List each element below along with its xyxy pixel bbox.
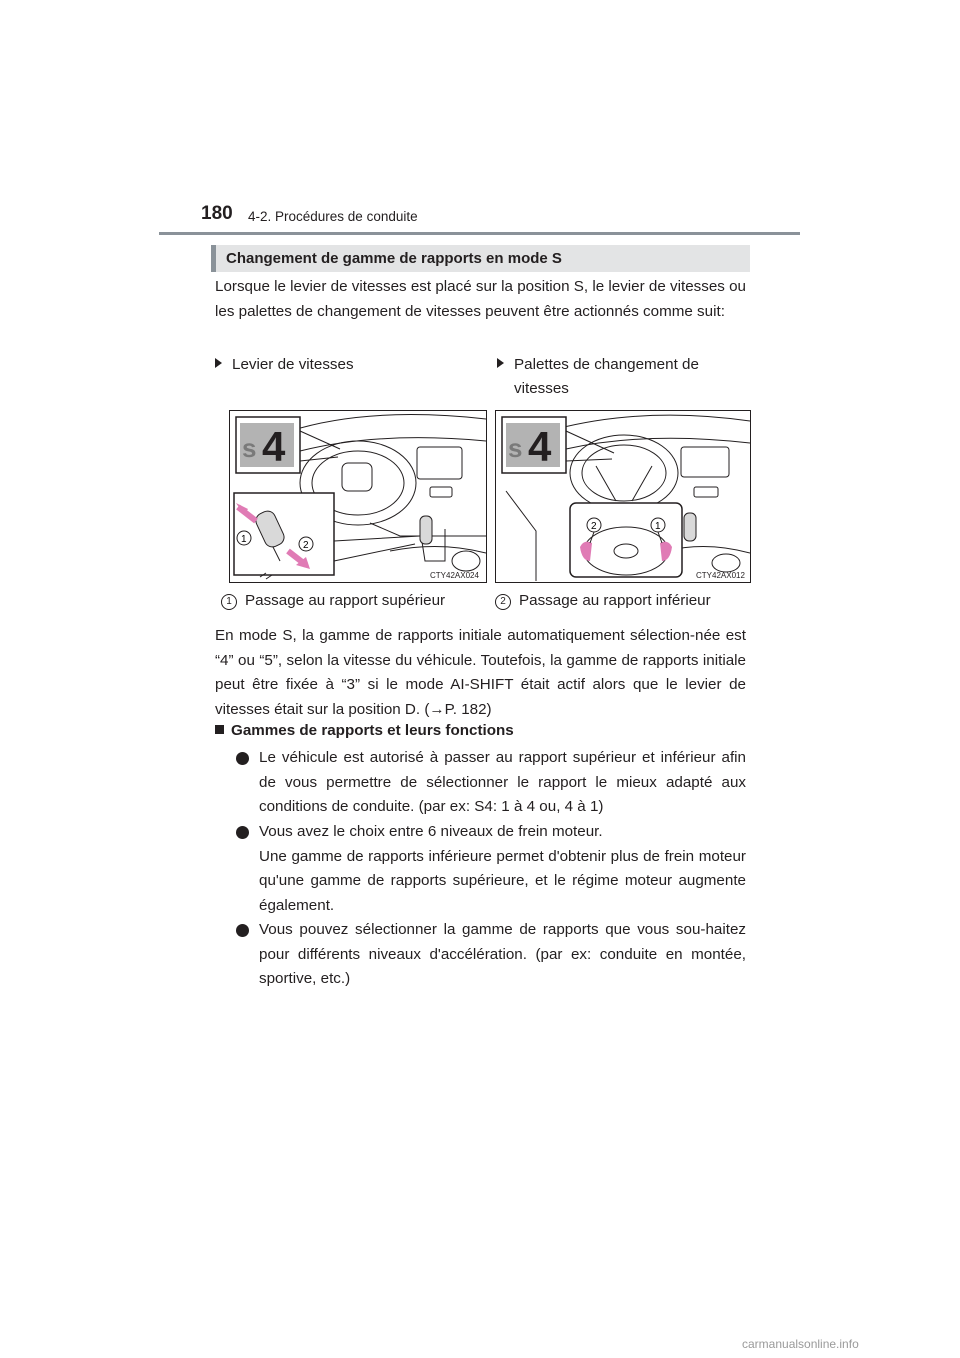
legend-item-2: 2 Passage au rapport inférieur [495,592,711,610]
bullet-item: Vous pouvez sélectionner la gamme de rapports que vous sou-haitez pour différents niveaux d'accélération. (par ex: conduite en montée, sportive, etc.) [236,918,746,992]
callout-number-1: 1 [221,594,237,610]
display-gear-number: 4 [262,423,286,470]
chapter-title: 4-2. Procédures de conduite [248,209,418,224]
shift-lever-illustration [230,411,486,582]
display-s-letter: s [508,433,523,463]
callout-1: 1 [241,534,247,545]
legend-item-1: 1 Passage au rapport supérieur [221,592,445,610]
callout-2: 2 [591,521,597,532]
bullet-dot-icon [236,924,249,937]
subheading: Gammes de rapports et leurs fonctions [215,722,514,739]
paddle-shifter-illustration [496,411,750,582]
right-figure-caption: Palettes de changement de vitesses [497,353,746,401]
triangle-bullet-icon [215,358,222,368]
figure-code-right: CTY42AX012 [696,571,745,580]
callout-2: 2 [303,540,309,551]
section-header [211,245,750,272]
bullet-dot-icon [236,826,249,839]
bullet-item: Le véhicule est autorisé à passer au rapport supérieur et inférieur afin de vous permettre de sélectionner le rapport le mieux adapté aux conditions de conduite. (par ex: S4: 1 à 4 ou, 4 à 1) [236,746,746,820]
square-bullet-icon [215,725,224,734]
bullet-dot-icon [236,752,249,765]
callout-1: 1 [655,521,661,532]
mode-s-paragraph: En mode S, la gamme de rapports initiale automatiquement sélection-née est “4” ou “5”, selon la vitesse du véhicule. Toutefois, la gamme de rapports initiale peut être fixée à “3” si le mode AI-SHIFT était actif alors que le levier de vitesses était sur la position D. (→P. 182) [215,627,746,718]
section-title: Changement de gamme de rapports en mode S [226,250,562,267]
display-s-letter: s [242,433,257,463]
callout-number-2: 2 [495,594,511,610]
figure-code-left: CTY42AX024 [430,571,479,580]
figure-shift-lever [229,410,487,583]
page-number: 180 [201,203,233,224]
header-divider [159,232,800,235]
display-gear-number: 4 [528,423,552,470]
left-figure-caption: Levier de vitesses [215,353,354,377]
intro-paragraph: Lorsque le levier de vitesses est placé sur la position S, le levier de vitesses ou les palettes de changement de vitesses peuvent être actionnés comme suit: [215,278,746,320]
watermark: carmanualsonline.info [742,1337,859,1351]
triangle-bullet-icon [497,358,504,368]
figure-paddle-shifters [495,410,751,583]
bullet-item: Vous avez le choix entre 6 niveaux de frein moteur. Une gamme de rapports inférieure permet d'obtenir plus de frein moteur qu'une gamme de rapports supérieure, et le régime moteur augmente également. [236,820,746,918]
